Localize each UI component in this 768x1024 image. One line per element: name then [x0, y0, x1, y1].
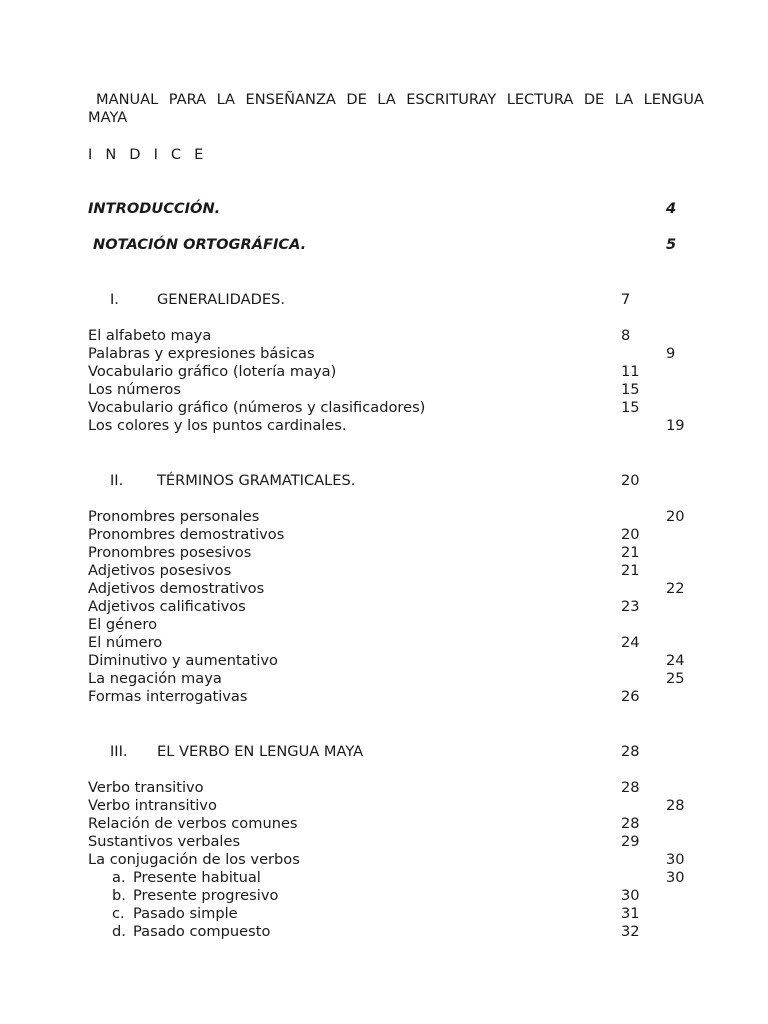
- document-title: [88, 91, 704, 127]
- toc-entry-label: Adjetivos posesivos: [88, 562, 232, 579]
- toc-intro-label: INTRODUCCIÓN.: [88, 200, 221, 217]
- toc-entry-label: Los números: [88, 381, 181, 398]
- toc-subentry-page: 30: [621, 887, 640, 904]
- section-numeral: III.: [110, 743, 128, 760]
- toc-entry-page: 22: [666, 580, 685, 597]
- toc-entry-page: 23: [621, 598, 640, 615]
- title-word: ENSEÑANZA: [245, 91, 336, 108]
- section-heading: GENERALIDADES.: [157, 291, 285, 308]
- section-heading: TÉRMINOS GRAMATICALES.: [157, 472, 356, 489]
- toc-entry-label: Adjetivos demostrativos: [88, 580, 265, 597]
- toc-entry-page: 9: [666, 345, 676, 362]
- section-page: 7: [621, 291, 631, 308]
- toc-entry-label: Los colores y los puntos cardinales.: [88, 417, 347, 434]
- section-numeral: I.: [110, 291, 119, 308]
- toc-entry-page: 28: [621, 779, 640, 796]
- toc-entry-page: 21: [621, 544, 640, 561]
- toc-entry-label: Verbo transitivo: [88, 779, 204, 796]
- toc-entry-page: 28: [666, 797, 685, 814]
- toc-subentry-page: 30: [666, 869, 685, 886]
- toc-subentry-label: Pasado compuesto: [133, 923, 271, 940]
- toc-subentry-label: Presente progresivo: [133, 887, 279, 904]
- toc-entry-page: 20: [621, 526, 640, 543]
- toc-subentry-label: Pasado simple: [133, 905, 238, 922]
- toc-entry-label: Sustantivos verbales: [88, 833, 241, 850]
- section-page: 28: [621, 743, 640, 760]
- title-word: LA: [216, 91, 236, 108]
- toc-subentry-letter: b.: [112, 887, 126, 904]
- toc-entry-page: 15: [621, 381, 640, 398]
- toc-entry-page: 21: [621, 562, 640, 579]
- title-word: LA: [377, 91, 396, 108]
- toc-entry-page: 25: [666, 670, 685, 687]
- section-page: 20: [621, 472, 640, 489]
- title-word: LENGUA: [643, 91, 704, 108]
- toc-entry-label: Diminutivo y aumentativo: [88, 652, 278, 669]
- toc-entry-label: Formas interrogativas: [88, 688, 248, 705]
- toc-entry-page: 19: [666, 417, 685, 434]
- toc-subentry-label: Presente habitual: [133, 869, 261, 886]
- toc-entry-page: 26: [621, 688, 640, 705]
- toc-entry-label: Relación de verbos comunes: [88, 815, 298, 832]
- toc-entry-page: 8: [621, 327, 631, 344]
- title-word: PARA: [168, 91, 207, 108]
- toc-entry-label: La conjugación de los verbos: [88, 851, 300, 868]
- toc-subentry-page: 32: [621, 923, 640, 940]
- toc-entry-label: Adjetivos calificativos: [88, 598, 246, 615]
- title-line-2: MAYA: [88, 109, 128, 126]
- toc-entry-label: Palabras y expresiones básicas: [88, 345, 315, 362]
- toc-subentry-letter: d.: [112, 923, 126, 940]
- toc-entry-label: Pronombres demostrativos: [88, 526, 285, 543]
- toc-entry-page: 29: [621, 833, 640, 850]
- section-numeral: II.: [110, 472, 124, 489]
- toc-entry-page: 24: [621, 634, 640, 651]
- toc-subentry-page: 31: [621, 905, 640, 922]
- title-line-1: [88, 91, 704, 109]
- toc-intro-page: 4: [666, 200, 677, 217]
- title-word: DE: [346, 91, 367, 108]
- toc-subentry-letter: a.: [112, 869, 126, 886]
- toc-entry-label: Vocabulario gráfico (lotería maya): [88, 363, 337, 380]
- toc-entry-label: El género: [88, 616, 157, 633]
- toc-entry-page: 15: [621, 399, 640, 416]
- toc-entry-page: 24: [666, 652, 685, 669]
- toc-entry-page: 30: [666, 851, 685, 868]
- title-word: ESCRITURAY: [406, 91, 497, 108]
- title-word: MANUAL: [96, 91, 159, 108]
- toc-subentry-letter: c.: [112, 905, 125, 922]
- toc-entry-label: El alfabeto maya: [88, 327, 212, 344]
- toc-entry-label: Pronombres posesivos: [88, 544, 252, 561]
- toc-entry-label: Pronombres personales: [88, 508, 260, 525]
- toc-entry-page: 11: [621, 363, 640, 380]
- toc-entry-page: 28: [621, 815, 640, 832]
- toc-entry-page: 20: [666, 508, 685, 525]
- toc-notation-page: 5: [666, 236, 677, 253]
- index-heading: I N D I C E: [88, 146, 208, 163]
- toc-entry-label: La negación maya: [88, 670, 222, 687]
- title-word: DE: [583, 91, 605, 108]
- toc-entry-label: El número: [88, 634, 163, 651]
- title-word: LA: [614, 91, 634, 108]
- toc-notation-label: NOTACIÓN ORTOGRÁFICA.: [93, 236, 307, 253]
- section-heading: EL VERBO EN LENGUA MAYA: [157, 743, 364, 760]
- toc-entry-label: Vocabulario gráfico (números y clasificadores): [88, 399, 426, 416]
- title-word: LECTURA: [506, 91, 574, 108]
- toc-entry-label: Verbo intransitivo: [88, 797, 217, 814]
